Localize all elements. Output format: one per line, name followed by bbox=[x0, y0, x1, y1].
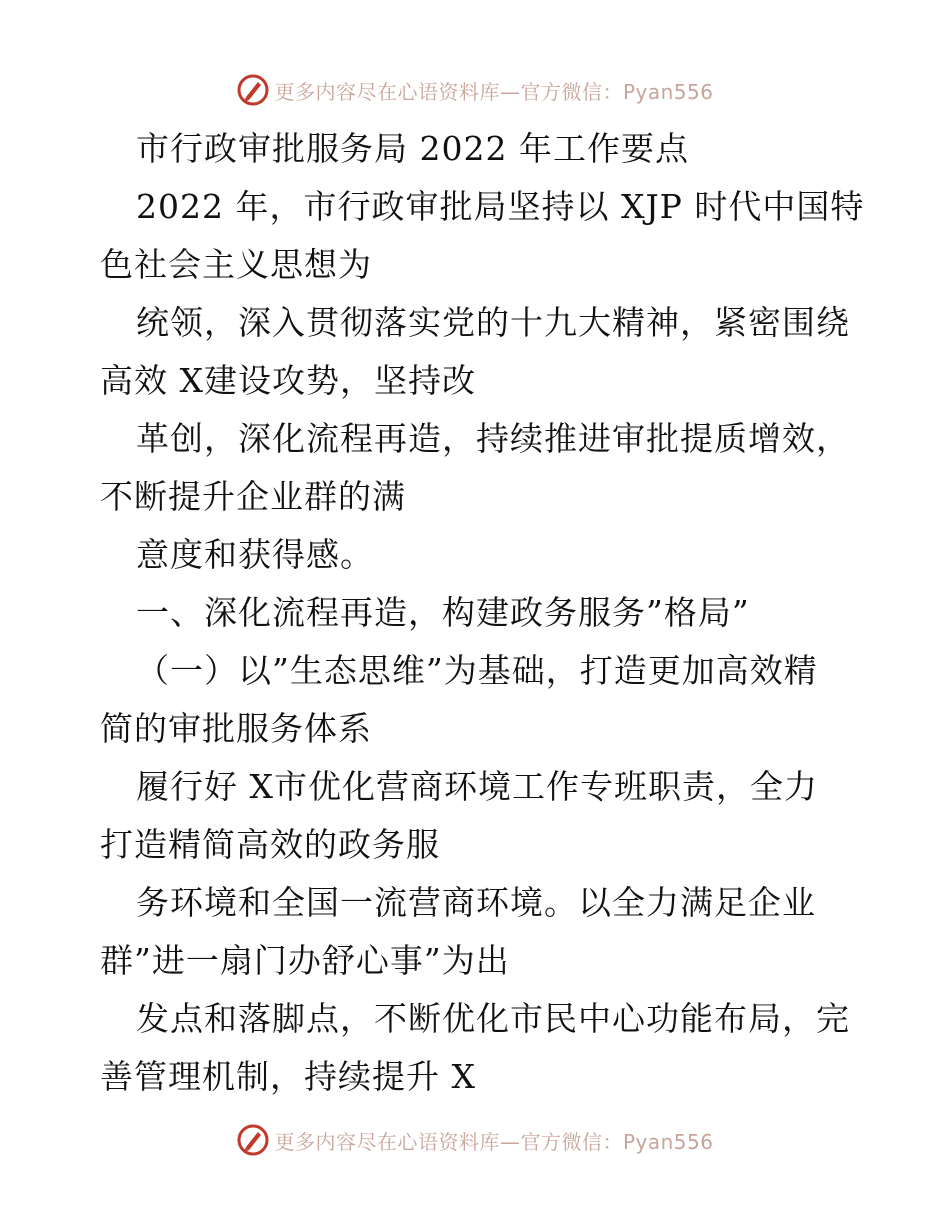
paragraph-line: 履行好 X市优化营商环境工作专班职责，全力 bbox=[136, 767, 818, 806]
paragraph-line: 务环境和全国一流营商环境。以全力满足企业 bbox=[136, 883, 816, 922]
document-body bbox=[100, 120, 865, 1106]
watermark-text: 更多内容尽在心语资料库—官方微信：Pyan556 bbox=[274, 1129, 714, 1154]
watermark-header bbox=[0, 70, 950, 110]
paragraph-line: 革创，深化流程再造，持续推进审批提质增效， bbox=[136, 419, 850, 458]
paragraph-line: 意度和获得感。 bbox=[136, 535, 374, 574]
paragraph-line: 群”进一扇门办舒心事”为出 bbox=[100, 941, 510, 980]
paragraph-line: 2022 年，市行政审批局坚持以 XJP 时代中国特 bbox=[136, 187, 865, 226]
pen-circle-logo-icon bbox=[236, 1123, 270, 1157]
paragraph-line: 高效 X建设攻势，坚持改 bbox=[100, 361, 476, 400]
subsection-heading-cont: 简的审批服务体系 bbox=[100, 709, 372, 748]
watermark-text: 更多内容尽在心语资料库—官方微信：Pyan556 bbox=[274, 79, 714, 104]
paragraph-line: 善管理机制，持续提升 X bbox=[100, 1057, 476, 1096]
paragraph-line: 统领，深入贯彻落实党的十九大精神，紧密围绕 bbox=[136, 303, 850, 342]
paragraph-line: 发点和落脚点，不断优化市民中心功能布局，完 bbox=[136, 999, 850, 1038]
section-heading: 一、深化流程再造，构建政务服务”格局” bbox=[136, 593, 750, 632]
subsection-heading: （一）以”生态思维”为基础，打造更加高效精 bbox=[136, 651, 818, 690]
watermark-footer bbox=[0, 1120, 950, 1160]
paragraph-line: 打造精简高效的政务服 bbox=[100, 825, 440, 864]
document-title: 市行政审批服务局 2022 年工作要点 bbox=[136, 129, 689, 168]
paragraph-line: 色社会主义思想为 bbox=[100, 245, 372, 284]
pen-circle-logo-icon bbox=[236, 73, 270, 107]
paragraph-line: 不断提升企业群的满 bbox=[100, 477, 406, 516]
